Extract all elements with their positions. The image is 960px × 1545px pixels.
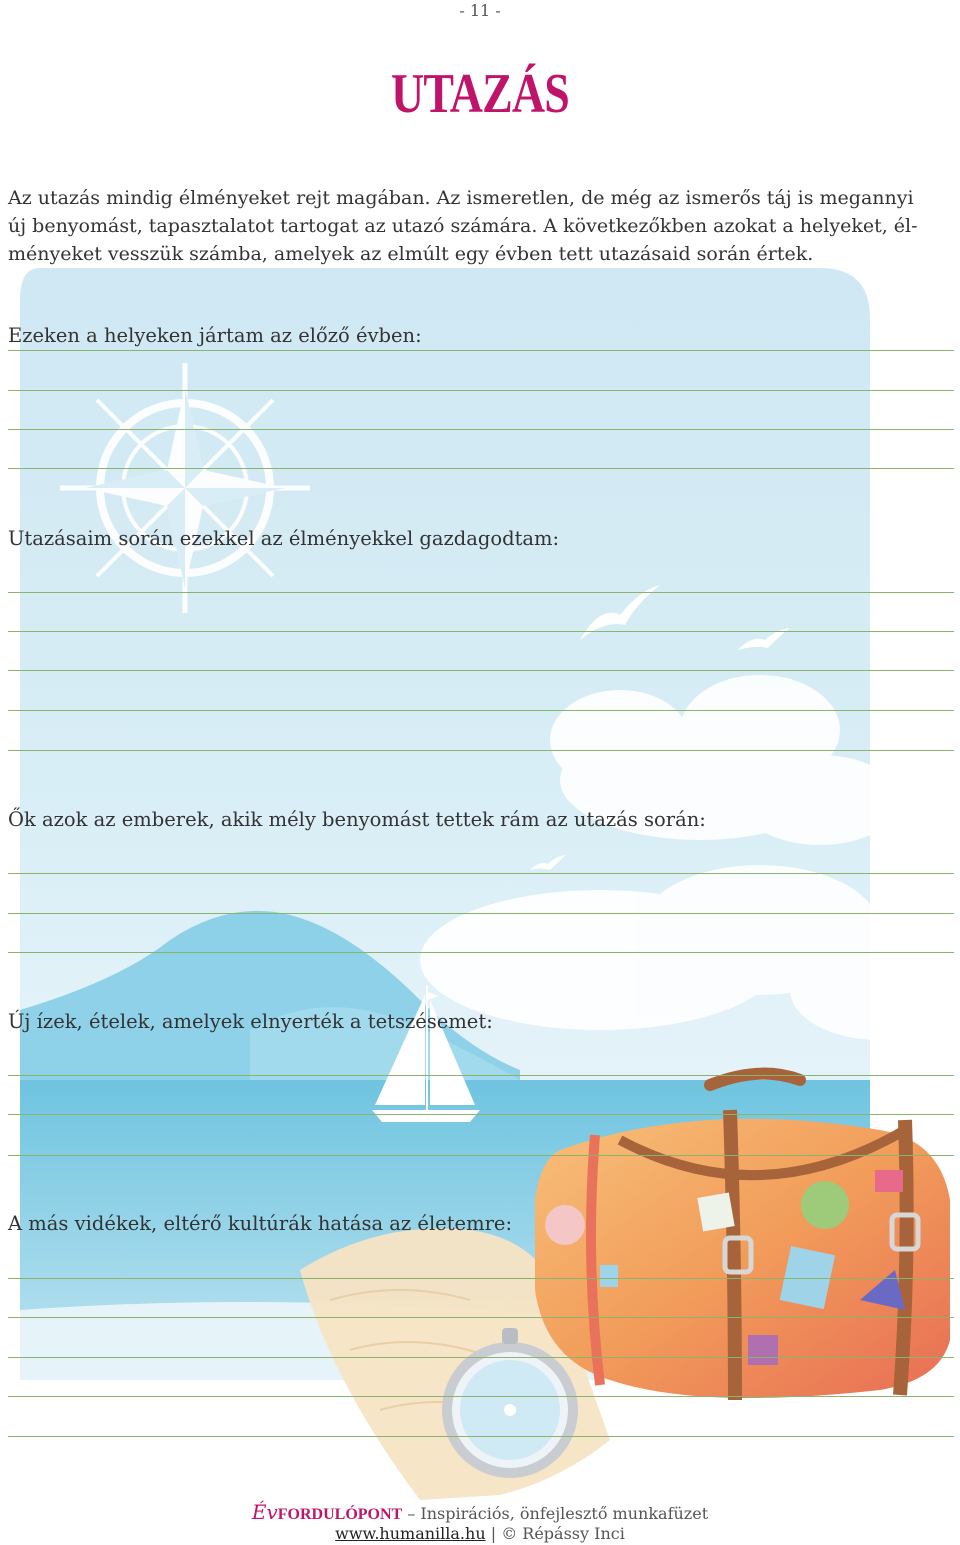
writing-line[interactable] <box>8 952 954 953</box>
intro-line: Az utazás mindig élményeket rejt magában. Az ismeretlen, de még az ismerős táj is megannyi <box>8 187 914 209</box>
copyright-text: © Répássy Inci <box>501 1524 625 1543</box>
footer-credits <box>0 1524 960 1543</box>
footer-separator: | <box>490 1524 497 1543</box>
intro-paragraph <box>8 184 954 268</box>
writing-line[interactable] <box>8 913 954 914</box>
website-link[interactable]: www.humanilla.hu <box>335 1524 486 1543</box>
section-label-foods: Új ízek, ételek, amelyek elnyerték a tetszésemet: <box>8 1010 493 1033</box>
footer-tagline: – Inspirációs, önfejlesztő munkafüzet <box>407 1504 709 1523</box>
brand-ev: Év <box>251 1500 278 1524</box>
intro-line: ményeket vesszük számba, amelyek az elmúlt egy évben tett utazásaid során értek. <box>8 243 814 265</box>
footer-branding <box>0 1500 960 1524</box>
writing-line[interactable] <box>8 350 954 351</box>
intro-line: új benyomást, tapasztalatot tartogat az utazó számára. A következőkben azokat a helyeket, él- <box>8 215 918 237</box>
page-title: UTAZÁS <box>391 63 569 125</box>
writing-line[interactable] <box>8 750 954 751</box>
writing-line[interactable] <box>8 1396 954 1397</box>
section-label-places: Ezeken a helyeken jártam az előző évben: <box>8 324 422 347</box>
writing-line[interactable] <box>8 1278 954 1279</box>
page-number: - 11 - <box>459 1 501 20</box>
writing-line[interactable] <box>8 873 954 874</box>
writing-line[interactable] <box>8 670 954 671</box>
writing-line[interactable] <box>8 1155 954 1156</box>
writing-line[interactable] <box>8 631 954 632</box>
section-label-experiences: Utazásaim során ezekkel az élményekkel gazdagodtam: <box>8 527 560 550</box>
writing-line[interactable] <box>8 429 954 430</box>
writing-line[interactable] <box>8 592 954 593</box>
writing-line[interactable] <box>8 1317 954 1318</box>
writing-line[interactable] <box>8 1357 954 1358</box>
writing-line[interactable] <box>8 1436 954 1437</box>
writing-line[interactable] <box>8 710 954 711</box>
writing-line[interactable] <box>8 390 954 391</box>
section-label-people: Ők azok az emberek, akik mély benyomást tettek rám az utazás során: <box>8 808 706 831</box>
compass-rose-icon <box>60 363 310 613</box>
writing-line[interactable] <box>8 1075 954 1076</box>
section-label-cultures: A más vidékek, eltérő kultúrák hatása az életemre: <box>8 1212 513 1235</box>
writing-line[interactable] <box>8 468 954 469</box>
writing-line[interactable] <box>8 1114 954 1115</box>
brand-name: FORDULÓPONT <box>277 1506 403 1523</box>
